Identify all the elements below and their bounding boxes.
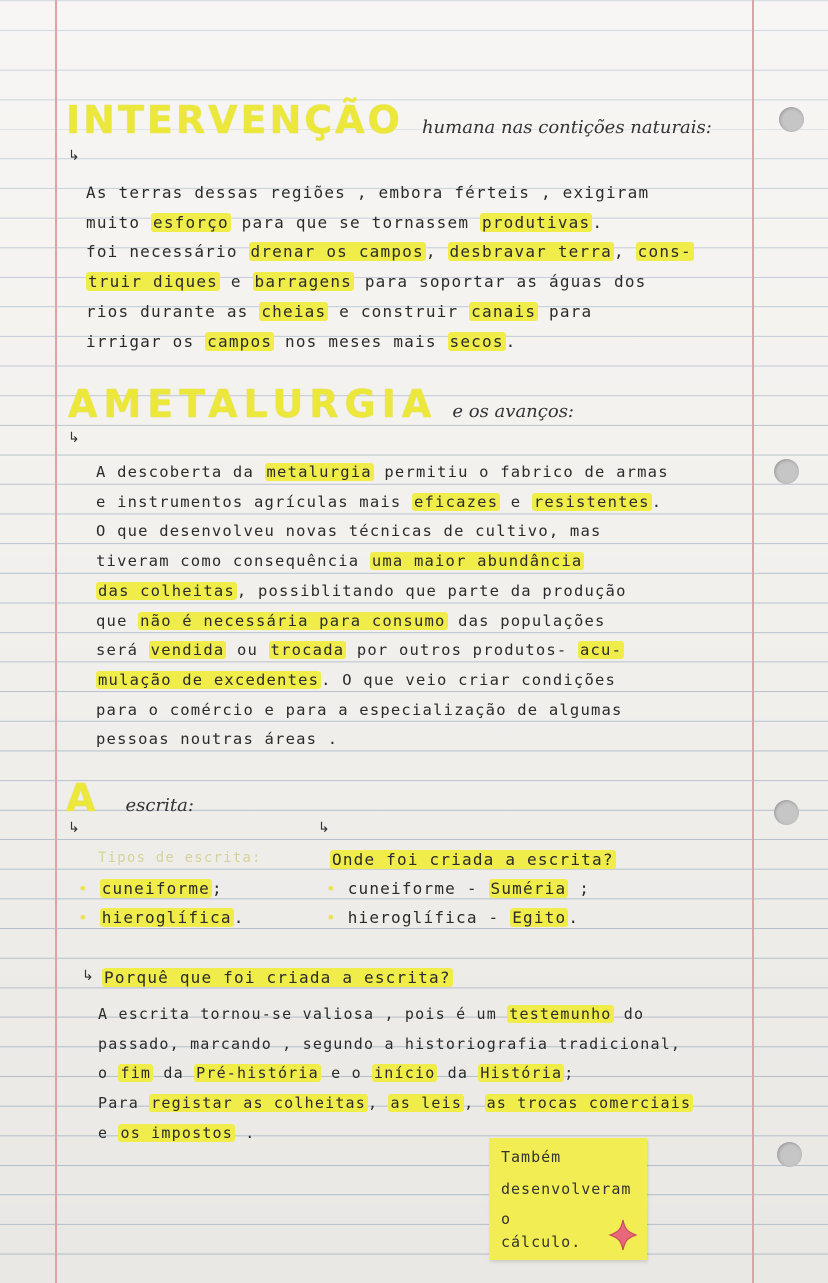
section-body-intervencao — [86, 178, 694, 356]
text-segment: e o — [320, 1064, 373, 1083]
star-sticker-icon — [608, 1218, 638, 1252]
highlighted-text: metalurgia — [266, 463, 372, 481]
text-segment: . — [592, 212, 604, 232]
section-heading-metalurgia — [68, 382, 574, 426]
text-segment: nos meses mais — [274, 331, 448, 351]
highlighted-text: as trocas comerciais — [486, 1094, 692, 1113]
highlighted-text: campos — [207, 331, 273, 351]
highlighted-text: eficazes — [413, 492, 499, 511]
section-subtitle: escrita: — [125, 795, 194, 816]
highlighted-text: das colheitas — [98, 581, 235, 600]
text-segment: e — [220, 272, 253, 292]
text-line — [86, 297, 694, 327]
highlighted-text: esforço — [153, 212, 229, 232]
highlighted-text: barragens — [254, 272, 352, 292]
highlighted-text: não é necessária para consumo — [140, 611, 446, 630]
text-line — [86, 237, 694, 267]
text-segment: para — [538, 301, 593, 321]
text-segment: e construir — [328, 301, 470, 321]
text-line — [96, 517, 669, 547]
sticky-line: o — [501, 1210, 512, 1228]
text-line — [86, 327, 694, 357]
text-segment: . — [505, 331, 517, 351]
text-line — [96, 666, 669, 696]
text-segment: passado, marcando , segundo a historiografia tradicional, — [98, 1034, 682, 1053]
text-segment: irrigar os — [86, 331, 206, 351]
text-segment: e — [500, 492, 532, 511]
text-segment: que — [96, 611, 139, 630]
section-title-letter: A — [66, 776, 99, 820]
text-line — [98, 1059, 693, 1089]
text-segment: Para — [98, 1094, 150, 1113]
highlighted-text: as leis — [390, 1094, 463, 1113]
text-segment: rios durante as — [86, 301, 260, 321]
highlighted-text: cons- — [637, 242, 692, 262]
binder-hole — [774, 459, 799, 484]
text-segment: ; — [564, 1064, 575, 1083]
highlighted-text: uma maior abundância — [371, 552, 583, 571]
text-line — [86, 208, 694, 238]
highlighted-text: trocada — [270, 641, 345, 660]
text-segment: será — [96, 641, 149, 660]
section-title: AMETALURGIA — [68, 382, 438, 426]
answer-body — [98, 1000, 693, 1149]
section-heading-intervencao — [66, 98, 712, 142]
arrow-icon: ↳ — [68, 148, 80, 164]
highlighted-text: truir diques — [88, 272, 218, 292]
text-segment: O que desenvolveu novas técnicas de cultivo, mas — [96, 522, 602, 541]
text-line — [96, 696, 669, 726]
text-segment: permitiu o fabrico de armas — [373, 463, 669, 481]
section-heading-escrita — [66, 776, 194, 820]
text-segment: . — [651, 492, 663, 511]
text-segment: para o comércio e para a especialização de algumas — [96, 700, 623, 719]
highlighted-text: mulação de excedentes — [98, 670, 320, 689]
section-subtitle: humana nas contições naturais: — [421, 117, 712, 138]
highlighted-text: acu- — [579, 641, 623, 660]
arrow-icon: ↳ — [318, 820, 330, 836]
text-segment: , possiblitando que parte da produção — [236, 581, 627, 600]
text-segment: da — [437, 1064, 479, 1083]
text-segment: foi necessário — [86, 242, 249, 262]
highlighted-text: resistentes — [533, 492, 650, 511]
section-title: INTERVENÇÃO — [66, 98, 403, 142]
text-segment: para soportar as águas dos — [354, 272, 647, 292]
text-line — [96, 607, 669, 637]
text-segment: pessoas noutras áreas . — [96, 730, 339, 749]
text-segment: e instrumentos agrículas mais — [96, 492, 412, 511]
binder-hole — [779, 107, 804, 132]
text-segment: ou — [226, 641, 269, 660]
highlighted-text: História — [480, 1064, 563, 1083]
text-segment: por outros produtos- — [346, 641, 578, 660]
text-segment: A escrita tornou-se valiosa , pois é um — [98, 1005, 508, 1023]
binder-hole — [774, 800, 799, 825]
highlighted-text: secos — [449, 331, 504, 351]
text-segment: muito — [86, 212, 151, 232]
text-line — [86, 178, 694, 208]
types-item: • cuneiforme ; — [78, 879, 223, 898]
section-body-metalurgia — [96, 458, 669, 755]
text-segment: , — [425, 242, 448, 262]
highlighted-text: os impostos — [120, 1123, 234, 1142]
text-line — [96, 725, 669, 755]
text-line — [96, 488, 669, 518]
origin-header: Onde foi criada a escrita? — [332, 850, 614, 869]
text-line — [96, 636, 669, 666]
arrow-icon: ↳ — [68, 820, 80, 836]
highlighted-text: desbravar terra — [449, 242, 612, 262]
types-item: • hieroglífica . — [78, 908, 245, 927]
right-margin-line — [752, 0, 754, 1283]
text-segment: , — [464, 1094, 485, 1113]
text-segment: do — [613, 1005, 645, 1023]
binder-hole — [777, 1142, 802, 1167]
text-segment: , — [368, 1094, 389, 1113]
text-segment: A descoberta da — [96, 463, 265, 481]
text-line — [96, 577, 669, 607]
highlighted-text: Pré-história — [196, 1064, 319, 1083]
highlighted-text: registar as colheitas — [151, 1094, 367, 1113]
highlighted-text: testemunho — [509, 1005, 612, 1023]
section-subtitle: e os avanços: — [452, 401, 574, 422]
arrow-icon: ↳ — [68, 430, 80, 446]
arrow-icon: ↳ — [82, 968, 94, 984]
text-segment: . O que veio criar condições — [321, 670, 617, 689]
text-line — [98, 1030, 693, 1060]
origin-item: • cuneiforme - Suméria ; — [326, 879, 591, 898]
highlighted-text: drenar os campos — [250, 242, 424, 262]
text-segment: da — [153, 1064, 195, 1083]
text-segment: o — [98, 1064, 119, 1083]
sticky-line: cálculo. — [501, 1233, 582, 1251]
text-segment: . — [235, 1123, 256, 1142]
highlighted-text: canais — [471, 301, 537, 321]
highlighted-text: fim — [120, 1064, 152, 1083]
highlighted-text: início — [374, 1064, 436, 1083]
highlighted-text: produtivas — [482, 212, 591, 232]
highlighted-text: vendida — [150, 641, 225, 660]
text-line — [98, 1000, 693, 1030]
text-segment: tiveram como consequência — [96, 552, 370, 571]
text-line — [96, 458, 669, 488]
text-segment: e — [98, 1123, 119, 1142]
left-margin-line — [55, 0, 57, 1283]
sticky-line: Também — [501, 1148, 562, 1166]
types-header: Tipos de escrita: — [98, 850, 262, 866]
text-line — [98, 1089, 693, 1119]
text-line — [96, 547, 669, 577]
highlighted-text: cheias — [261, 301, 327, 321]
text-line — [86, 267, 694, 297]
text-segment: para que se tornassem — [230, 212, 480, 232]
text-segment: das populações — [447, 611, 606, 630]
question-text: Porquê que foi criada a escrita? — [104, 968, 451, 987]
sticky-line: desenvolveram — [501, 1180, 632, 1198]
origin-item: • hieroglífica - Egito . — [326, 908, 580, 927]
text-segment: , — [614, 242, 636, 262]
text-segment: As terras dessas regiões , embora férteis , exigiram — [86, 183, 650, 202]
